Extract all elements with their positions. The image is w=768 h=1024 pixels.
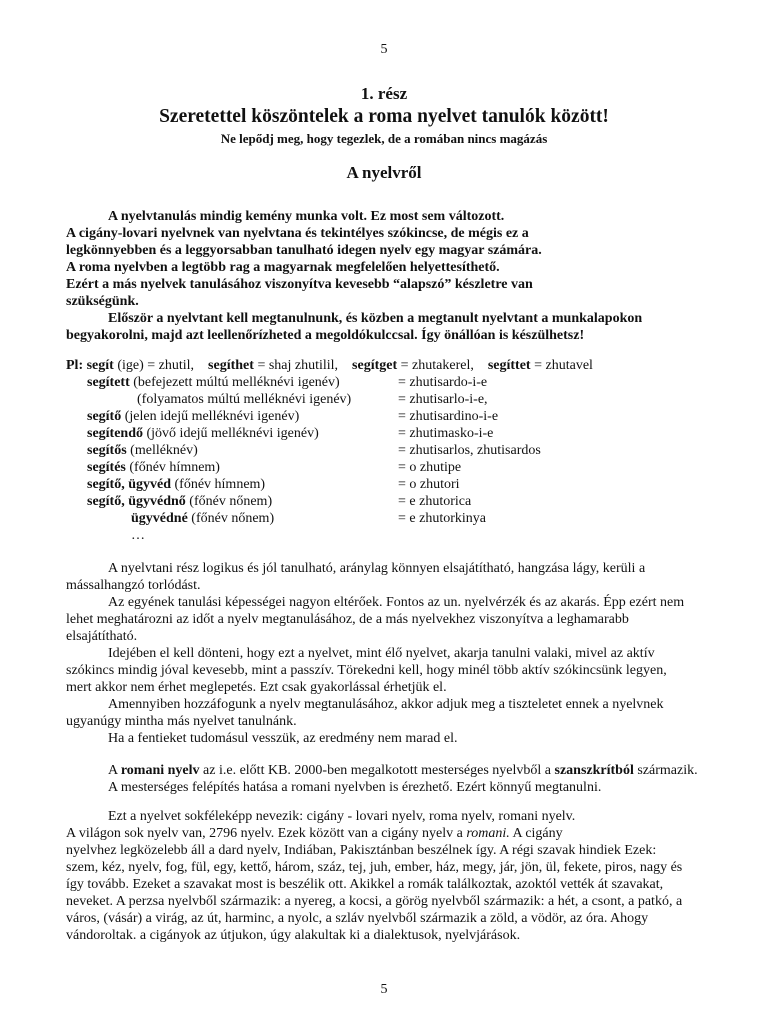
example-ellipsis: …	[131, 528, 145, 543]
example-word: segíthet	[208, 358, 254, 373]
example-word: segítget	[352, 358, 398, 373]
text-span: A világon sok nyelv van, 2796 nyelv. Ezek között van a cigány nyelv a	[66, 826, 467, 841]
paragraph-romani-origin	[66, 762, 706, 796]
example-desc: (folyamatos múltú melléknévi igenév)	[137, 392, 352, 407]
example-gloss: = zhutakerel,	[397, 358, 474, 373]
text-line: Az egyének tanulási képességei nagyon eltérőek. Fontos az un. nyelvérzék és az akarás. Épp ezért nem	[108, 595, 685, 610]
example-word: segítős	[87, 443, 127, 458]
bold-term: romani nyelv	[120, 763, 200, 778]
text-line: szókincs mindig jóval kevesebb, mint a passzív. Törekedni kell, hogy minél több aktív szókincsünk legyen,	[66, 663, 667, 678]
text-line: mert akkor nem érhet meglepetés. Ezt csak gyakorlással érhetjük el.	[66, 680, 447, 695]
example-translation: = zhutisarlo-i-e,	[398, 392, 488, 407]
text-span: származik.	[633, 763, 698, 778]
intro-line: A nyelvtanulás mindig kemény munka volt. Ez most sem változott.	[108, 209, 505, 224]
example-item	[87, 476, 265, 493]
intro-line: legkönnyebben és a leggyorsabban tanulható idegen nyelv egy magyar számára.	[66, 243, 542, 258]
intro-line: A roma nyelvben a legtöbb rag a magyarnak megfelelően helyettesíthető.	[66, 260, 500, 275]
example-item	[131, 510, 274, 527]
text-line: A nyelvtani rész logikus és jól tanulható, aránylag könnyen elsajátítható, hangzása lágy, kerüli a	[108, 561, 646, 576]
page-subtitle: Ne lepődj meg, hogy tegezlek, de a romában nincs magázás	[220, 131, 548, 146]
text-line: Ha a fentieket tudomásul vesszük, az eredmény nem marad el.	[108, 731, 458, 746]
text-span: A cigány	[509, 826, 563, 841]
page-title: Szeretettel köszöntelek a roma nyelvet tanulók között!	[159, 106, 609, 127]
text-line: szem, kéz, nyelv, fog, fül, egy, kettő, három, száz, tej, juh, ember, ház, megy, jár, jön, ül, fekete, piros, nagy és	[66, 860, 683, 875]
intro-line: Ezért a más nyelvek tanulásához viszonyítva kevesebb “alapszó” készletre van	[66, 277, 533, 292]
example-translation: = zhutimasko-i-e	[398, 426, 494, 441]
text-line: neveket. A perzsa nyelvből származik: a nyereg, a kocsi, a görög nyelvből származik: a hét, a csont, a patkó, a	[66, 894, 683, 909]
example-desc: (főnév nőnem)	[185, 494, 273, 509]
text-line: ugyanúgy mintha más nyelvet tanulnánk.	[66, 714, 297, 729]
text-span: A	[108, 763, 121, 778]
intro-line: A cigány-lovari nyelvnek van nyelvtana és tekintélyes szókincse, de mégis ez a	[66, 226, 529, 241]
bold-term: szanszkrítból	[554, 763, 634, 778]
example-translation: = zhutisardino-i-e	[398, 409, 499, 424]
example-label: Pl:	[66, 358, 84, 373]
intro-line: Először a nyelvtant kell megtanulnunk, és közben a megtanult nyelvtant a munkalapokon	[108, 311, 643, 326]
text-line	[66, 762, 706, 779]
example-item	[87, 493, 272, 510]
italic-term: romani.	[466, 826, 510, 841]
example-desc: (melléknév)	[126, 443, 198, 458]
example-desc: (befejezett múltú melléknévi igenév)	[129, 375, 340, 390]
example-word: segíttet	[487, 358, 531, 373]
example-word: segítő	[87, 409, 122, 424]
text-line: Amennyiben hozzáfogunk a nyelv megtanulásához, akkor adjuk meg a tiszteletet ennek a nyelvnek	[108, 697, 664, 712]
paragraph-language-names	[66, 808, 706, 944]
text-line: elsajátítható.	[66, 629, 138, 644]
paragraph-language-learning	[66, 560, 706, 747]
example-translation: = o zhutipe	[398, 460, 462, 475]
example-desc: (főnév nőnem)	[187, 511, 275, 526]
text-span: az i.e. előtt KB. 2000-ben megalkotott mesterséges nyelvből a	[199, 763, 555, 778]
text-line: mássalhangzó torlódást.	[66, 578, 201, 593]
example-gloss: = shaj zhutilil,	[253, 358, 339, 373]
example-translation: = zhutisardo-i-e	[398, 375, 488, 390]
page-number-top: 5	[380, 42, 388, 57]
example-word: segítő, ügyvédnő	[87, 494, 186, 509]
page-number-bottom: 5	[380, 982, 388, 997]
text-line: lehet meghatározni az időt a nyelv megtanulásához, de a más nyelvekhez viszonyítva a leghamarabb	[66, 612, 629, 627]
example-word: segítendő	[87, 426, 143, 441]
text-line: így tovább. Ezeket a szavakat most is beszélik ott. Akikkel a romák találkoztak, azoktól vették át szavakat,	[66, 877, 664, 892]
text-line: Idejében el kell dönteni, hogy ezt a nyelvet, mint élő nyelvet, akarja tanulni valaki, mivel az aktív	[108, 646, 655, 661]
example-translation: = zhutisarlos, zhutisardos	[398, 443, 541, 458]
example-item	[87, 442, 198, 459]
example-gloss: = zhutavel	[530, 358, 593, 373]
example-row-verbs	[66, 357, 593, 374]
section-title: A nyelvről	[346, 163, 422, 182]
example-word: segítő, ügyvéd	[87, 477, 171, 492]
intro-line: begyakorolni, majd azt leellenőrízheted a megoldókulccsal. Így önállóan is készülhetsz!	[66, 328, 585, 343]
example-desc: (jelen idejű melléknévi igenév)	[121, 409, 300, 424]
example-word: ügyvédné	[131, 511, 188, 526]
text-line: Ezt a nyelvet sokféleképp nevezik: cigány - lovari nyelv, roma nyelv, romani nyelv.	[108, 809, 576, 824]
intro-line: szükségünk.	[66, 294, 139, 309]
example-gloss: (ige) = zhutil,	[113, 358, 195, 373]
text-line: nyelvhez legközelebb áll a dard nyelv, Indiában, Pakisztánban beszélnek így. A régi szavak hindiek Ezek:	[66, 843, 657, 858]
intro-paragraph	[66, 208, 706, 344]
example-item	[87, 459, 220, 476]
example-word: segített	[87, 375, 130, 390]
text-line	[66, 825, 706, 842]
text-line: A mesterséges felépítés hatása a romani nyelvben is érezhető. Ezért könnyű megtanulni.	[108, 780, 602, 795]
part-heading: 1. rész	[360, 84, 408, 103]
example-desc: (főnév hímnem)	[171, 477, 266, 492]
example-item	[87, 408, 299, 425]
example-translation: = o zhutori	[398, 477, 460, 492]
text-line: vándoroltak. a cigányok az útjukon, úgy alakultak ki a dialektusok, nyelvjárások.	[66, 928, 521, 943]
text-line: város, (vásár) a virág, az út, harminc, a nyolc, a szláv nyelvből származik a zöld, a vödör, az óra. Ahogy	[66, 911, 649, 926]
example-item	[87, 374, 340, 391]
example-item	[137, 391, 351, 408]
example-word: segít	[86, 358, 114, 373]
example-translation: = e zhutorica	[398, 494, 472, 509]
example-desc: (jövő idejű melléknévi igenév)	[143, 426, 319, 441]
example-word: segítés	[87, 460, 126, 475]
example-translation: = e zhutorkinya	[398, 511, 486, 526]
example-desc: (főnév hímnem)	[125, 460, 220, 475]
example-item	[87, 425, 319, 442]
